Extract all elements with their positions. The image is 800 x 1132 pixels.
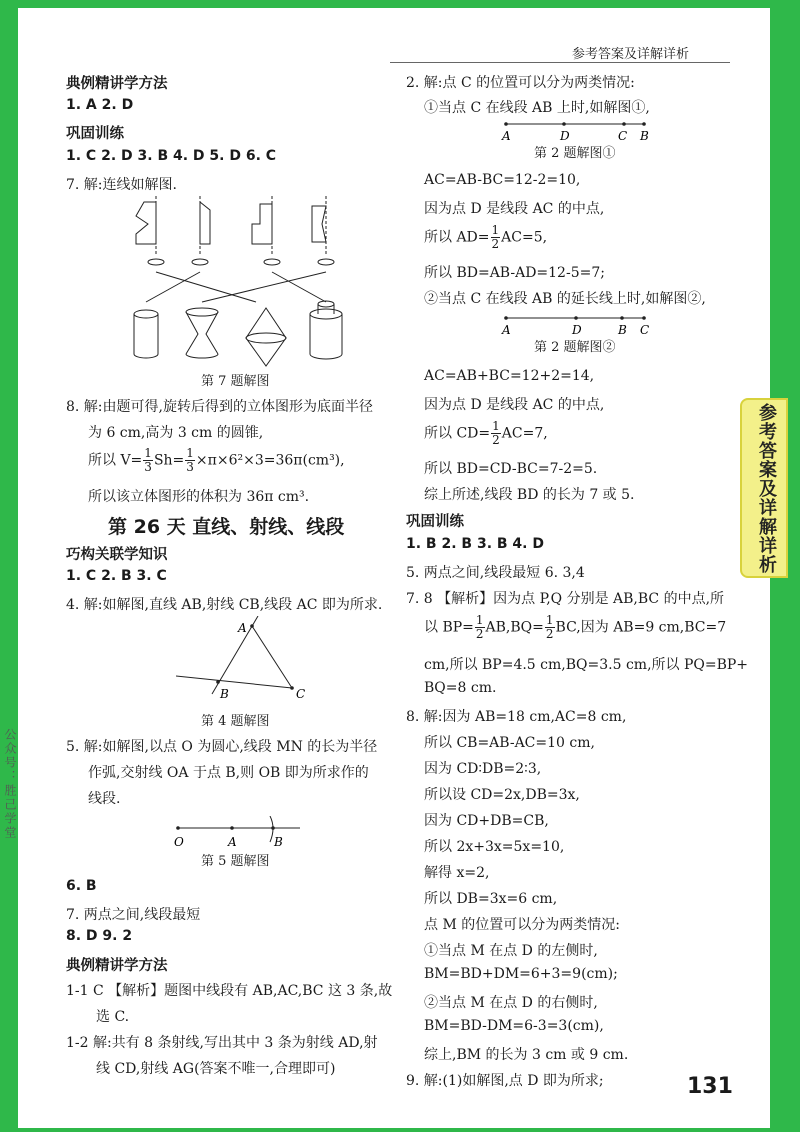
section-heading: 巩固训练	[66, 126, 124, 142]
label-B: B	[618, 323, 627, 337]
formula-text: BC,因为 AB=9 cm,BC=7	[555, 619, 727, 636]
answer-line: 所以 2x+3x=5x=10,	[424, 839, 565, 855]
answer-line: 所以 DB=3x=6 cm,	[424, 891, 558, 907]
figure-caption: 第 7 题解图	[201, 374, 270, 389]
answer-line: 因为 CD∶DB=2∶3,	[424, 761, 542, 777]
formula-text: AB,BQ=	[485, 619, 544, 636]
answer-line: 因为 CD+DB=CB,	[424, 813, 549, 829]
answer-line: 选 C.	[96, 1009, 130, 1025]
answer-line: AC=AB+BC=12+2=14,	[424, 368, 595, 384]
answer-line: 5. 解:如解图,以点 O 为圆心,线段 MN 的长为半径	[66, 739, 378, 755]
label-A: A	[228, 835, 237, 849]
answer-line: 8. 解:由题可得,旋转后得到的立体图形为底面半径	[66, 399, 373, 415]
label-O: O	[174, 835, 184, 849]
formula-text: AC=7,	[501, 425, 548, 442]
denominator: 2	[545, 627, 554, 641]
answer-line: 1. B 2. B 3. B 4. D	[406, 536, 544, 552]
denominator: 2	[492, 433, 500, 447]
answer-line: 2. 解:点 C 的位置可以分为两类情况:	[406, 75, 635, 91]
label-C: C	[296, 687, 306, 701]
fraction	[475, 614, 485, 641]
answer-line: 所以 BD=AB-AD=12-5=7;	[424, 265, 605, 281]
numerator: 1	[492, 419, 500, 433]
section-heading: 巧构关联学知识	[66, 547, 168, 563]
answer-line: 7. 8 【解析】因为点 P,Q 分别是 AB,BC 的中点,所	[406, 591, 725, 607]
answer-line: 线段.	[88, 791, 121, 807]
answer-line: 点 M 的位置可以分为两类情况:	[424, 917, 620, 933]
formula-line	[424, 224, 547, 251]
formula-text: 所以 V=	[88, 452, 143, 469]
numerator: 1	[491, 223, 500, 237]
answer-line: 7. 解:连线如解图.	[66, 177, 177, 193]
answer-line: 1. A 2. D	[66, 97, 134, 113]
formula-line	[424, 614, 726, 641]
answer-line: 所以该立体图形的体积为 36π cm³.	[88, 489, 310, 505]
answer-line: 9. 解:(1)如解图,点 D 即为所求;	[406, 1073, 604, 1089]
formula-text: ×π×6²×3=36π(cm³),	[195, 452, 345, 469]
fraction	[491, 420, 501, 447]
denominator: 3	[186, 460, 194, 474]
numerator: 1	[144, 446, 152, 460]
answer-line: 所以设 CD=2x,DB=3x,	[424, 787, 580, 803]
answer-line: 8. 解:因为 AB=18 cm,AC=8 cm,	[406, 709, 627, 725]
answer-line: 为 6 cm,高为 3 cm 的圆锥,	[88, 425, 264, 441]
page-number: 131	[687, 1074, 733, 1099]
formula-text: 所以 CD=	[424, 425, 491, 442]
numerator: 1	[475, 613, 484, 627]
answer-line: BQ=8 cm.	[424, 680, 497, 696]
answer-line: 解得 x=2,	[424, 865, 490, 881]
label-A: A	[502, 323, 511, 337]
figure-2-2	[500, 312, 660, 338]
section-heading: 巩固训练	[406, 514, 464, 530]
denominator: 3	[144, 460, 152, 474]
answer-line: 1-2 解:共有 8 条射线,写出其中 3 条为射线 AD,射	[66, 1035, 378, 1051]
answer-line: 7. 两点之间,线段最短	[66, 907, 201, 923]
side-watermark: 公众号：胜己学堂	[3, 728, 17, 840]
answer-line: 所以 BD=CD-BC=7-2=5.	[424, 461, 598, 477]
answer-line: ①当点 M 在点 D 的左侧时,	[424, 943, 598, 959]
figure-5	[170, 816, 310, 852]
label-D: D	[560, 129, 570, 143]
answer-line: 1-1 C 【解析】题图中线段有 AB,AC,BC 这 3 条,故	[66, 983, 393, 999]
figure-7	[126, 196, 356, 376]
denominator: 2	[491, 237, 500, 251]
formula-text: AC=5,	[501, 229, 548, 246]
answer-line: BM=BD+DM=6+3=9(cm);	[424, 966, 618, 982]
answer-line: 综上,BM 的长为 3 cm 或 9 cm.	[424, 1047, 629, 1063]
label-B: B	[274, 835, 283, 849]
side-tab[interactable]: 参考答案及详解详析	[740, 398, 788, 578]
fraction	[491, 224, 501, 251]
numerator: 1	[545, 613, 554, 627]
answer-line: 4. 解:如解图,直线 AB,射线 CB,线段 AC 即为所求.	[66, 597, 383, 613]
section-heading: 典例精讲学方法	[66, 76, 168, 92]
label-D: D	[572, 323, 582, 337]
answer-line: 综上所述,线段 BD 的长为 7 或 5.	[424, 487, 635, 503]
answer-line: 所以 CB=AB-AC=10 cm,	[424, 735, 595, 751]
fraction	[185, 447, 195, 474]
label-A: A	[238, 621, 247, 635]
header-title: 参考答案及详解详析	[572, 47, 690, 62]
figure-2-1	[500, 118, 660, 144]
figure-caption: 第 2 题解图①	[534, 146, 616, 161]
formula-line	[88, 447, 345, 474]
formula-line	[424, 420, 548, 447]
figure-caption: 第 4 题解图	[201, 714, 270, 729]
numerator: 1	[186, 446, 194, 460]
answer-line: 因为点 D 是线段 AC 的中点,	[424, 201, 605, 217]
answer-line: 1. C 2. D 3. B 4. D 5. D 6. C	[66, 148, 277, 164]
answer-line: 因为点 D 是线段 AC 的中点,	[424, 397, 605, 413]
label-B: B	[640, 129, 649, 143]
formula-text: 所以 AD=	[424, 229, 490, 246]
answer-line: 1. C 2. B 3. C	[66, 568, 167, 584]
answer-line: AC=AB-BC=12-2=10,	[424, 172, 581, 188]
day-title: 第 26 天 直线、射线、线段	[108, 516, 345, 538]
figure-caption: 第 5 题解图	[201, 854, 270, 869]
fraction	[545, 614, 555, 641]
answer-line: cm,所以 BP=4.5 cm,BQ=3.5 cm,所以 PQ=BP+	[424, 657, 749, 673]
answer-line: 作弧,交射线 OA 于点 B,则 OB 即为所求作的	[88, 765, 369, 781]
formula-text: 以 BP=	[424, 619, 474, 636]
answer-line: 线 CD,射线 AG(答案不唯一,合理即可)	[96, 1061, 336, 1077]
answer-line: ②当点 M 在点 D 的右侧时,	[424, 995, 598, 1011]
answer-line: 6. B	[66, 878, 97, 894]
formula-text: Sh=	[153, 452, 185, 469]
label-B: B	[220, 687, 229, 701]
answer-line: BM=BD-DM=6-3=3(cm),	[424, 1018, 604, 1034]
label-C: C	[618, 129, 628, 143]
answer-line: ①当点 C 在线段 AB 上时,如解图①,	[424, 100, 650, 116]
label-A: A	[502, 129, 511, 143]
answer-line: ②当点 C 在线段 AB 的延长线上时,如解图②,	[424, 291, 706, 307]
label-C: C	[640, 323, 650, 337]
figure-caption: 第 2 题解图②	[534, 340, 616, 355]
fraction	[143, 447, 153, 474]
answer-line: 5. 两点之间,线段最短 6. 3,4	[406, 565, 585, 581]
header-rule	[390, 62, 730, 63]
answer-line: 8. D 9. 2	[66, 928, 133, 944]
figure-4	[176, 616, 326, 706]
section-heading: 典例精讲学方法	[66, 958, 168, 974]
denominator: 2	[475, 627, 484, 641]
